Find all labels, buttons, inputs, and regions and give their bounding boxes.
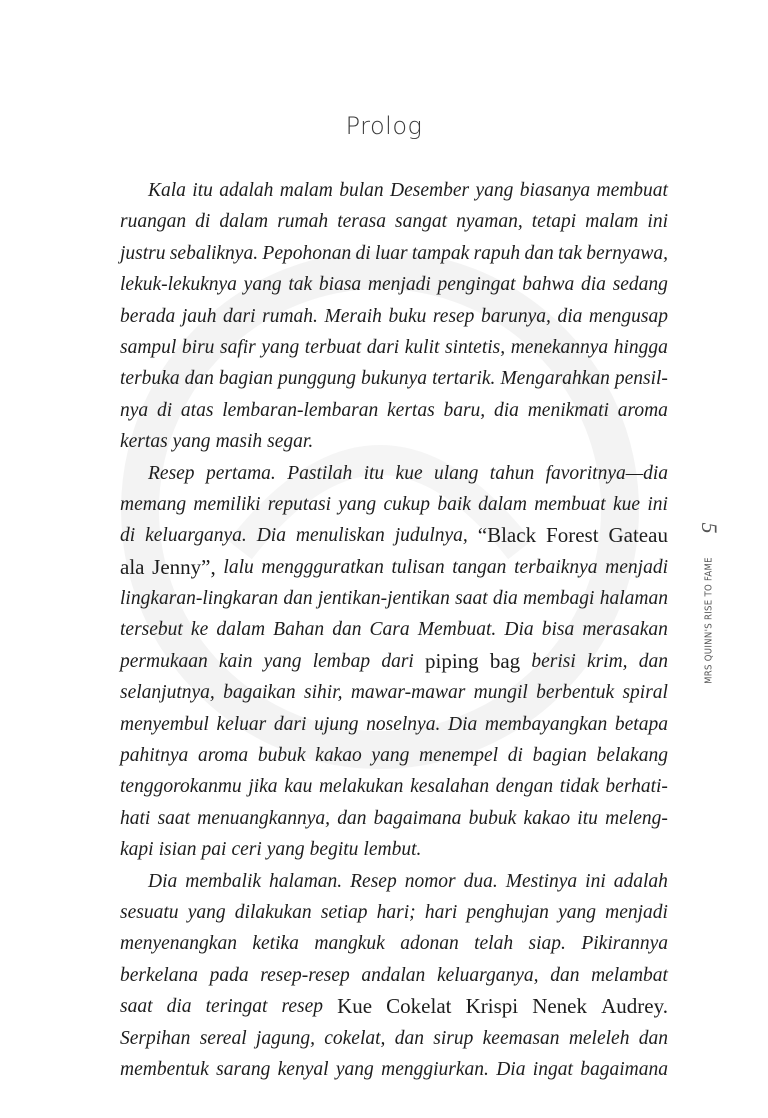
- word: selanjutnya,: [120, 682, 215, 704]
- word: mengusap: [588, 305, 668, 327]
- word: membuat: [596, 180, 668, 201]
- body-text: [120, 175, 668, 1085]
- word: hari: [424, 901, 458, 923]
- word: kau: [284, 776, 313, 798]
- word: baik: [437, 493, 471, 515]
- word: ujung: [314, 713, 359, 735]
- word: dia: [492, 588, 518, 610]
- word: yang: [475, 180, 514, 201]
- word: Desember: [390, 180, 470, 201]
- word: dia: [557, 305, 583, 327]
- chapter-title: Prolog: [345, 112, 423, 140]
- text-line: [120, 269, 668, 300]
- word: terbuka: [120, 368, 180, 390]
- text-line: [120, 458, 668, 489]
- word: Krispi: [465, 994, 519, 1019]
- word: Kala: [148, 180, 186, 201]
- text-line: [120, 771, 668, 802]
- word: bagian: [218, 368, 273, 390]
- word: Kue: [337, 994, 373, 1019]
- word: spiral: [622, 682, 668, 704]
- word: lalu: [223, 556, 254, 578]
- word: teringat: [205, 996, 268, 1018]
- word: lekuk-lekuknya: [120, 274, 237, 296]
- word: sangat: [395, 211, 448, 233]
- word: pai: [201, 839, 227, 861]
- word: kain: [218, 650, 253, 672]
- text-line: [120, 332, 668, 363]
- word: siap.: [528, 933, 566, 955]
- word: itu: [363, 462, 385, 484]
- word: biasanya: [519, 180, 591, 201]
- word: ceri: [231, 839, 262, 861]
- word: dalam: [478, 493, 527, 515]
- word: tenggorokanmu: [120, 776, 242, 798]
- word: terbaiknya: [514, 556, 598, 578]
- word: tampak: [411, 242, 470, 264]
- word: keemasan: [482, 1027, 560, 1049]
- word: biasa: [318, 274, 362, 296]
- word: masih: [215, 431, 263, 453]
- word: cokelat,: [324, 1027, 386, 1049]
- word: menuangkannya,: [197, 807, 330, 829]
- word: terasa: [337, 211, 386, 233]
- text-line: [120, 552, 668, 583]
- word: resep: [281, 996, 323, 1018]
- text-line: [120, 646, 668, 677]
- word: memiliki: [193, 493, 261, 515]
- word: menuliskan: [295, 525, 385, 547]
- word: yang: [371, 745, 410, 767]
- word: hati: [120, 807, 151, 829]
- word: penghujan: [466, 901, 549, 923]
- word: bubuk: [257, 745, 306, 767]
- word: Jenny”,: [152, 554, 216, 579]
- word: terbuat: [304, 336, 362, 358]
- word: pahitnya: [120, 745, 189, 767]
- word: isian: [158, 839, 197, 861]
- word: bahwa: [522, 274, 575, 296]
- word: dua.: [463, 870, 498, 892]
- word: dari: [381, 650, 414, 672]
- word: menggiurkan.: [381, 1058, 489, 1080]
- word: kertas: [120, 431, 168, 453]
- word: dia: [581, 274, 606, 296]
- word: permukaan: [120, 650, 208, 672]
- text-line: [120, 583, 668, 614]
- word: keluar: [216, 713, 267, 735]
- word: krim,: [586, 650, 628, 672]
- word: malam: [279, 180, 333, 201]
- word: saat: [157, 807, 191, 829]
- word: rumah: [277, 211, 329, 233]
- page-number: 5: [697, 522, 722, 534]
- word: merasakan: [582, 619, 668, 641]
- word: jauh: [181, 305, 217, 327]
- word: tak: [558, 242, 582, 264]
- word: ketika: [252, 933, 299, 955]
- word: resep: [432, 305, 475, 327]
- word: dari: [223, 305, 256, 327]
- running-head: [697, 515, 721, 695]
- text-line: [120, 709, 668, 740]
- word: yang: [243, 274, 282, 296]
- word: dan: [638, 650, 668, 672]
- word: mangkuk: [314, 933, 385, 955]
- word: membalik: [185, 870, 262, 892]
- word: begitu: [309, 839, 359, 861]
- word: Resep: [350, 870, 397, 892]
- word: itu: [192, 180, 213, 201]
- text-line: [120, 395, 668, 426]
- word: membagi: [522, 588, 595, 610]
- word: menjadi: [605, 556, 668, 578]
- word: ala: [120, 554, 145, 579]
- word: judulnya,: [394, 525, 468, 547]
- word: membuat: [534, 493, 606, 515]
- word: yang: [266, 839, 305, 861]
- word: berhati-: [605, 776, 668, 798]
- word: melambat: [591, 964, 668, 986]
- word: yang: [263, 650, 302, 672]
- word: lembut.: [363, 839, 422, 861]
- word: ini: [585, 870, 606, 892]
- word: membayangkan: [484, 713, 608, 735]
- book-title-running-head: MRS QUINN'S RISE TO FAME: [703, 557, 715, 684]
- word: bagian: [532, 745, 587, 767]
- word: piping: [425, 648, 479, 673]
- word: yang: [261, 336, 300, 358]
- word: mawar-mawar: [350, 682, 466, 704]
- word: dan: [332, 619, 362, 641]
- text-line: [120, 677, 668, 708]
- word: saat: [455, 588, 488, 610]
- word: pada: [209, 964, 249, 986]
- word: favoritnya—dia: [545, 462, 668, 484]
- word: baru,: [443, 399, 486, 421]
- word: itu: [577, 807, 598, 829]
- word: Nenek: [532, 994, 587, 1019]
- word: menempel: [419, 745, 499, 767]
- word: lembap: [312, 650, 371, 672]
- word: berisi: [531, 650, 576, 672]
- word: jika: [248, 776, 278, 798]
- word: berkelana: [120, 964, 198, 986]
- word: yang: [187, 901, 226, 923]
- word: jentikan-jentikan: [317, 588, 450, 610]
- word: dan: [550, 964, 580, 986]
- word: menyembul: [120, 713, 209, 735]
- text-line: [120, 238, 668, 269]
- word: tak: [288, 274, 313, 296]
- word: menekannya: [510, 336, 609, 358]
- text-line: [120, 991, 668, 1022]
- word: Pastilah: [287, 462, 353, 484]
- word: ulang: [433, 462, 479, 484]
- word: menggguratkan: [261, 556, 384, 578]
- word: cukup: [383, 493, 431, 515]
- word: dan: [524, 242, 554, 264]
- word: tidak: [559, 776, 599, 798]
- word: sintetis,: [445, 336, 506, 358]
- word: ke: [190, 619, 209, 641]
- word: dan: [638, 1027, 668, 1049]
- text-line: [120, 1023, 668, 1054]
- word: Resep: [148, 462, 195, 484]
- word: dalam: [216, 619, 266, 641]
- word: dan: [337, 807, 367, 829]
- word: mungil: [473, 682, 528, 704]
- word: di: [156, 399, 173, 421]
- text-line: [120, 301, 668, 332]
- word: Dia: [148, 870, 178, 892]
- word: berada: [120, 305, 176, 327]
- word: kakao: [315, 745, 362, 767]
- word: sereal: [199, 1027, 247, 1049]
- word: keluarganya.: [145, 525, 247, 547]
- text-line: [120, 803, 668, 834]
- word: telah: [474, 933, 514, 955]
- word: melakukan: [318, 776, 404, 798]
- word: bagaimana: [373, 807, 462, 829]
- word: atas: [180, 399, 214, 421]
- word: yang: [172, 431, 211, 453]
- word: meleng-: [605, 807, 668, 829]
- text-line: [120, 363, 668, 394]
- word: adalah: [219, 180, 274, 201]
- word: lembaran-lembaran: [222, 399, 379, 421]
- word: tetapi: [531, 211, 577, 233]
- word: kapi: [120, 839, 154, 861]
- word: keluarganya,: [436, 964, 539, 986]
- word: Forest: [546, 523, 599, 548]
- word: resep-resep: [260, 964, 350, 986]
- word: sebaliknya.: [169, 242, 259, 264]
- text-line: [120, 614, 668, 645]
- word: ini: [647, 211, 668, 233]
- word: yang: [558, 901, 596, 923]
- text-line: [120, 489, 668, 520]
- word: sampul: [120, 336, 177, 358]
- word: kenyal: [277, 1058, 329, 1080]
- text-line: [120, 426, 668, 457]
- word: bisa: [541, 619, 575, 641]
- word: Dia: [504, 619, 534, 641]
- word: saat: [120, 996, 153, 1018]
- word: Mengarahkan: [500, 368, 610, 390]
- word: dilakukan: [234, 901, 312, 923]
- word: bukunya: [361, 368, 428, 390]
- word: setiap: [320, 901, 368, 923]
- word: meleleh: [568, 1027, 630, 1049]
- word: aroma: [197, 745, 249, 767]
- word: sirup: [433, 1027, 474, 1049]
- word: membentuk: [120, 1058, 209, 1080]
- word: tangan: [452, 556, 507, 578]
- word: dia: [166, 996, 192, 1018]
- word: dan: [283, 588, 313, 610]
- word: malam: [585, 211, 639, 233]
- text-line: [120, 1054, 668, 1085]
- word: pengingat: [437, 274, 516, 296]
- word: kertas: [387, 399, 435, 421]
- word: tulisan: [391, 556, 445, 578]
- word: belakang: [596, 745, 668, 767]
- text-line: [120, 897, 668, 928]
- word: kue: [395, 462, 423, 484]
- text-line: [120, 740, 668, 771]
- text-line: [120, 834, 668, 865]
- word: dari: [366, 336, 400, 358]
- word: Bahan: [273, 619, 325, 641]
- word: noselnya.: [366, 713, 441, 735]
- word: nya: [120, 399, 149, 421]
- word: Dia: [256, 525, 286, 547]
- word: dan: [394, 1027, 424, 1049]
- word: bubuk: [468, 807, 517, 829]
- word: di: [195, 211, 211, 233]
- word: Meraih: [324, 305, 382, 327]
- word: di: [120, 525, 136, 547]
- word: ruangan: [120, 211, 187, 233]
- word: reputasi: [267, 493, 331, 515]
- word: bagaimana: [580, 1058, 668, 1080]
- word: hingga: [613, 336, 668, 358]
- word: Mestinya: [505, 870, 578, 892]
- word: ini: [647, 493, 668, 515]
- word: kakao: [523, 807, 571, 829]
- word: nomor: [404, 870, 456, 892]
- word: Membuat.: [417, 619, 497, 641]
- word: di: [355, 242, 371, 264]
- word: berbentuk: [536, 682, 615, 704]
- word: betapa: [614, 713, 668, 735]
- word: adalah: [613, 870, 668, 892]
- word: ingat: [532, 1058, 573, 1080]
- word: yang: [338, 493, 377, 515]
- word: nyaman,: [456, 211, 523, 233]
- word: Pepohonan: [262, 242, 352, 264]
- word: segar.: [267, 431, 314, 453]
- word: halaman.: [269, 870, 343, 892]
- word: buku: [388, 305, 427, 327]
- word: Cara: [369, 619, 410, 641]
- word: tersebut: [120, 619, 183, 641]
- text-line: [120, 866, 668, 897]
- text-line: [120, 928, 668, 959]
- word: pensil-: [614, 368, 668, 390]
- word: tahun: [489, 462, 535, 484]
- word: rapuh: [473, 242, 521, 264]
- word: halaman: [599, 588, 668, 610]
- word: hari;: [376, 901, 416, 923]
- word: barunya,: [481, 305, 551, 327]
- word: tertarik.: [432, 368, 496, 390]
- text-line: [120, 520, 668, 551]
- text-line: [120, 206, 668, 237]
- word: sihir,: [304, 682, 343, 704]
- word: Cokelat: [386, 994, 452, 1019]
- word: bernyawa,: [586, 242, 668, 264]
- word: sarang: [216, 1058, 271, 1080]
- word: jagung,: [255, 1027, 315, 1049]
- word: dan: [184, 368, 214, 390]
- word: adonan: [400, 933, 459, 955]
- word: aroma: [617, 399, 668, 421]
- word: yang: [335, 1058, 374, 1080]
- word: rumah.: [262, 305, 318, 327]
- word: Audrey.: [601, 994, 668, 1019]
- text-line: [120, 175, 668, 206]
- word: kulit: [404, 336, 440, 358]
- word: menjadi: [367, 274, 431, 296]
- word: sedang: [612, 274, 668, 296]
- word: Gateau: [608, 523, 668, 548]
- text-line: [120, 960, 668, 991]
- word: bulan: [339, 180, 384, 201]
- word: di: [507, 745, 523, 767]
- word: kesalahan: [410, 776, 490, 798]
- word: menyenangkan: [120, 933, 237, 955]
- word: “Black: [477, 523, 537, 548]
- word: punggung: [278, 368, 356, 390]
- word: dalam: [219, 211, 269, 233]
- word: menikmati: [527, 399, 609, 421]
- word: dari: [273, 713, 307, 735]
- word: Pikirannya: [581, 933, 668, 955]
- word: pertama.: [205, 462, 276, 484]
- word: andalan: [361, 964, 426, 986]
- word: justru: [120, 242, 166, 264]
- word: Dia: [447, 713, 478, 735]
- word: dia: [493, 399, 519, 421]
- word: kue: [612, 493, 641, 515]
- word: luar: [375, 242, 408, 264]
- word: bagaikan: [223, 682, 296, 704]
- word: lingkaran-lingkaran: [120, 588, 279, 610]
- word: bag: [489, 648, 521, 673]
- word: sesuatu: [120, 901, 179, 923]
- word: Dia: [496, 1058, 526, 1080]
- word: Serpihan: [120, 1027, 191, 1049]
- word: biru: [181, 336, 215, 358]
- word: memang: [120, 493, 187, 515]
- word: dengan: [495, 776, 554, 798]
- word: safir: [219, 336, 256, 358]
- word: menjadi: [605, 901, 668, 923]
